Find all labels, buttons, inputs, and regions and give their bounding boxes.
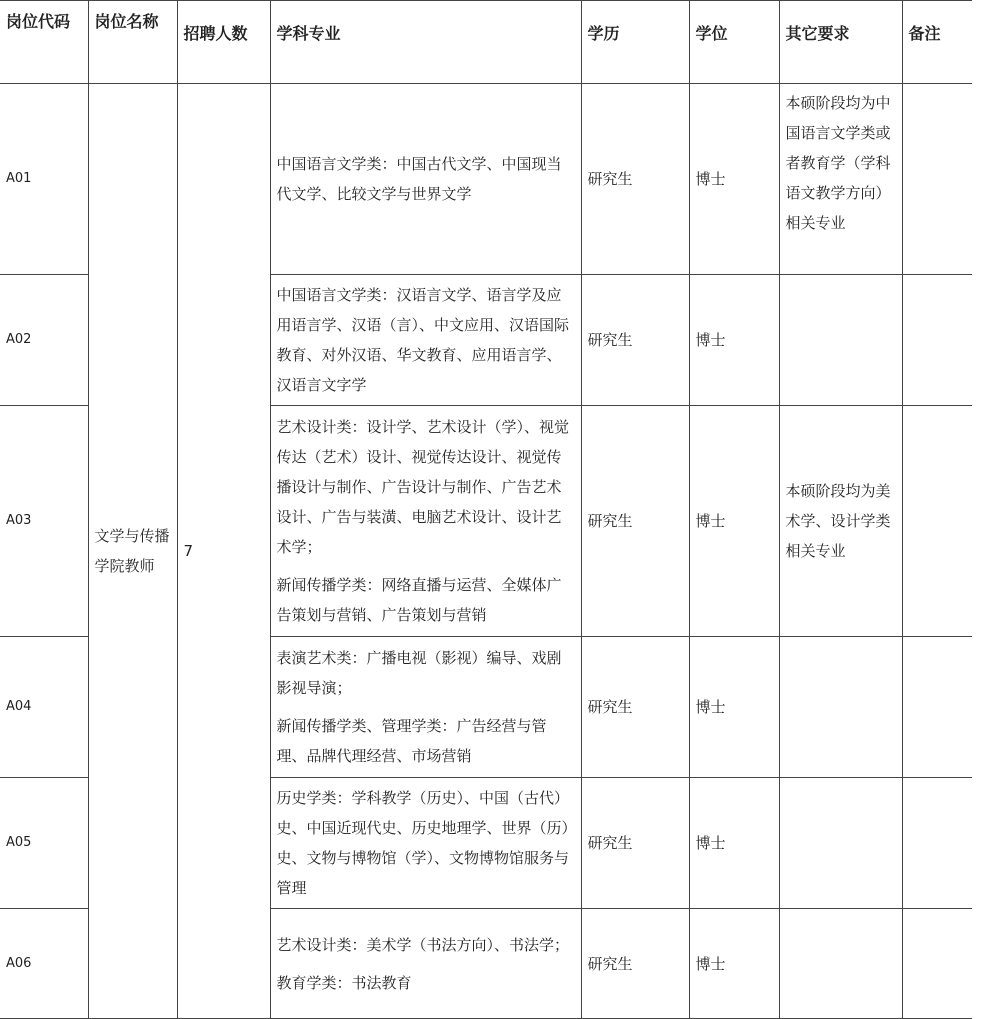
- header-education: 学历: [581, 1, 689, 84]
- position-count: 7: [177, 84, 270, 1019]
- row-other: [779, 778, 902, 909]
- header-degree: 学位: [689, 1, 779, 84]
- row-other: 本硕阶段均为美术学、设计学类相关专业: [779, 406, 902, 637]
- row-remark: [902, 778, 972, 909]
- row-major: 表演艺术类：广播电视（影视）编导、戏剧影视导演； 新闻传播学类、管理学类：广告经营与管理、品牌代理经营、市场营销: [270, 637, 581, 778]
- row-other: [779, 909, 902, 1019]
- row-education: 研究生: [581, 778, 689, 909]
- row-remark: [902, 275, 972, 406]
- row-other: 本硕阶段均为中国语言文学类或者教育学（学科语文教学方向）相关专业: [779, 84, 902, 275]
- row-code: A02: [0, 275, 88, 406]
- row-degree: 博士: [689, 406, 779, 637]
- header-name: 岗位名称: [88, 1, 177, 84]
- row-degree: 博士: [689, 84, 779, 275]
- header-row: [0, 1, 972, 84]
- row-major: 中国语言文学类：中国古代文学、中国现当代文学、比较文学与世界文学: [270, 84, 581, 275]
- row-degree: 博士: [689, 637, 779, 778]
- row-education: 研究生: [581, 275, 689, 406]
- row-major: 历史学类：学科教学（历史）、中国（古代）史、中国近现代史、历史地理学、世界（历）史、文物与博物馆（学）、文物博物馆服务与管理: [270, 778, 581, 909]
- row-remark: [902, 84, 972, 275]
- row-code: A04: [0, 637, 88, 778]
- position-name: 文学与传播学院教师: [88, 84, 177, 1019]
- header-code: 岗位代码: [0, 1, 88, 84]
- row-other: [779, 637, 902, 778]
- row-code: A05: [0, 778, 88, 909]
- row-major: 艺术设计类：美术学（书法方向）、书法学； 教育学类：书法教育: [270, 909, 581, 1019]
- row-degree: 博士: [689, 275, 779, 406]
- row-remark: [902, 406, 972, 637]
- header-other: 其它要求: [779, 1, 902, 84]
- row-education: 研究生: [581, 637, 689, 778]
- header-count: 招聘人数: [177, 1, 270, 84]
- header-major: 学科专业: [270, 1, 581, 84]
- row-code: A01: [0, 84, 88, 275]
- row-education: 研究生: [581, 406, 689, 637]
- row-education: 研究生: [581, 84, 689, 275]
- row-degree: 博士: [689, 778, 779, 909]
- row-remark: [902, 909, 972, 1019]
- table-row: [0, 84, 972, 275]
- row-major: 中国语言文学类：汉语言文学、语言学及应用语言学、汉语（言）、中文应用、汉语国际教育、对外汉语、华文教育、应用语言学、汉语言文字学: [270, 275, 581, 406]
- row-major: 艺术设计类：设计学、艺术设计（学）、视觉传达（艺术）设计、视觉传达设计、视觉传播设计与制作、广告设计与制作、广告艺术设计、广告与装潢、电脑艺术设计、设计艺术学； 新闻传播学类：网络直播与运营、全媒体广告策划与营销、广告策划与营销: [270, 406, 581, 637]
- row-code: A06: [0, 909, 88, 1019]
- row-other: [779, 275, 902, 406]
- row-remark: [902, 637, 972, 778]
- row-education: 研究生: [581, 909, 689, 1019]
- row-degree: 博士: [689, 909, 779, 1019]
- row-code: A03: [0, 406, 88, 637]
- header-remark: 备注: [902, 1, 972, 84]
